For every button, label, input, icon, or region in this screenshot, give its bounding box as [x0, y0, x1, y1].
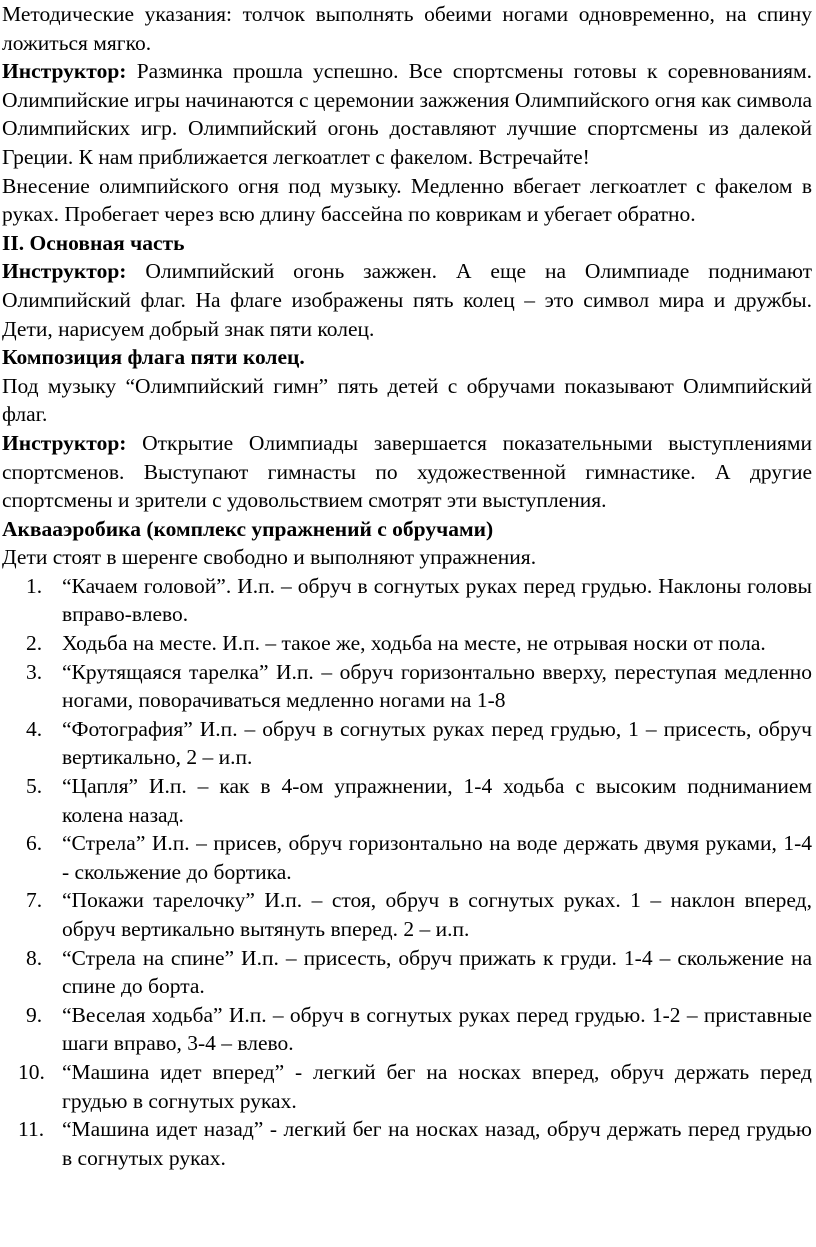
list-item — [26, 829, 812, 886]
list-item-number: 8. — [26, 945, 43, 970]
list-item-number: 6. — [26, 831, 43, 856]
list-item-text: “Крутящаяся тарелка” И.п. – обруч горизонтально вверху, переступая медленно ногами, поворачиваться медленно ногами на 1-8 — [62, 659, 812, 713]
instructor-label: Инструктор: — [2, 430, 127, 455]
flag-paragraph: Под музыку “Олимпийский гимн” пять детей с обручами показывают Олимпийский флаг. — [2, 373, 812, 427]
list-item — [26, 886, 812, 943]
instructor-text: Открытие Олимпиады завершается показательными выступлениями спортсменов. Выступают гимнасты по художественной гимнастике. А другие спортсмены и зрители с удовольствием смотрят эти выступления. — [2, 430, 812, 513]
lineup-paragraph: Дети стоят в шеренге свободно и выполняют упражнения. — [2, 545, 537, 570]
list-item-number: 1. — [26, 573, 43, 598]
list-item-number: 10. — [18, 1059, 45, 1084]
instructor-text: Разминка прошла успешно. Все спортсмены готовы к соревнованиям. Олимпийские игры начинаются с церемонии зажжения Олимпийского огня как символа Олимпийских игр. Олимпийский огонь доставляют лучшие спортсмены из далекой Греции. К нам приближается легкоатлет с факелом. Встречайте! — [2, 59, 812, 169]
list-item-text: “Качаем головой”. И.п. – обруч в согнутых руках перед грудью. Наклоны головы вправо-влево. — [62, 573, 812, 627]
list-item — [26, 944, 812, 1001]
list-item — [18, 1058, 812, 1115]
list-item-text: “Веселая ходьба” И.п. – обруч в согнутых руках перед грудью. 1-2 – приставные шаги вправо, 3-4 – влево. — [62, 1002, 812, 1056]
list-item-text: “Стрела на спине” И.п. – присесть, обруч прижать к груди. 1-4 – скольжение на спине до борта. — [62, 945, 812, 999]
instructor-label: Инструктор: — [2, 59, 127, 84]
instructor-label: Инструктор: — [2, 259, 127, 284]
list-item — [18, 1115, 812, 1172]
list-item-text: “Фотография” И.п. – обруч в согнутых руках перед грудью, 1 – присесть, обруч вертикально, 2 – и.п. — [62, 716, 812, 770]
list-item-text: Ходьба на месте. И.п. – такое же, ходьба на месте, не отрывая носки от пола. — [62, 631, 766, 656]
instructor-paragraph-2 — [2, 257, 812, 343]
exercise-list — [2, 572, 812, 1172]
list-item-text: “Машина идет вперед” - легкий бег на носках вперед, обруч держать перед грудью в согнутых руках. — [62, 1059, 812, 1113]
method-note: Методические указания: толчок выполнять обеими ногами одновременно, на спину ложиться мягко. — [2, 2, 812, 55]
list-item-number: 2. — [26, 631, 43, 656]
list-item-number: 9. — [26, 1002, 43, 1027]
list-item-number: 3. — [26, 659, 43, 684]
aqua-heading: Аквааэробика (комплекс упражнений с обручами) — [2, 516, 494, 541]
list-item-number: 5. — [26, 774, 43, 799]
list-item-text: “Машина идет назад” - легкий бег на носках назад, обруч держать перед грудью в согнутых руках. — [62, 1117, 812, 1170]
torch-paragraph: Внесение олимпийского огня под музыку. Медленно вбегает легкоатлет с факелом в руках. Пробегает через всю длину бассейна по коврикам и убегает обратно. — [2, 173, 812, 227]
list-item — [26, 658, 812, 715]
section-heading: II. Основная часть — [2, 230, 185, 255]
instructor-text: Олимпийский огонь зажжен. А еще на Олимпиаде поднимают Олимпийский флаг. На флаге изображены пять колец – это символ мира и дружбы. Дети, нарисуем добрый знак пяти колец. — [2, 259, 812, 341]
instructor-paragraph-3 — [2, 429, 812, 515]
list-item — [26, 629, 812, 658]
flag-heading: Композиция флага пяти колец. — [2, 345, 305, 370]
list-item — [26, 772, 812, 829]
list-item-number: 4. — [26, 716, 43, 741]
list-item-text: “Стрела” И.п. – присев, обруч горизонтально на воде держать двумя руками, 1-4 - скольжение до бортика. — [62, 831, 812, 884]
list-item — [26, 1001, 812, 1058]
list-item-text: “Покажи тарелочку” И.п. – стоя, обруч в согнутых руках. 1 – наклон вперед, обруч вертикально вытянуть вперед. 2 – и.п. — [62, 888, 812, 941]
list-item-number: 7. — [26, 888, 43, 913]
list-item — [26, 572, 812, 629]
list-item — [26, 715, 812, 772]
list-item-text: “Цапля” И.п. – как в 4-ом упражнении, 1-4 ходьба с высоким подниманием колена назад. — [62, 774, 812, 827]
list-item-number: 11. — [18, 1117, 45, 1142]
instructor-paragraph-1 — [2, 57, 812, 171]
